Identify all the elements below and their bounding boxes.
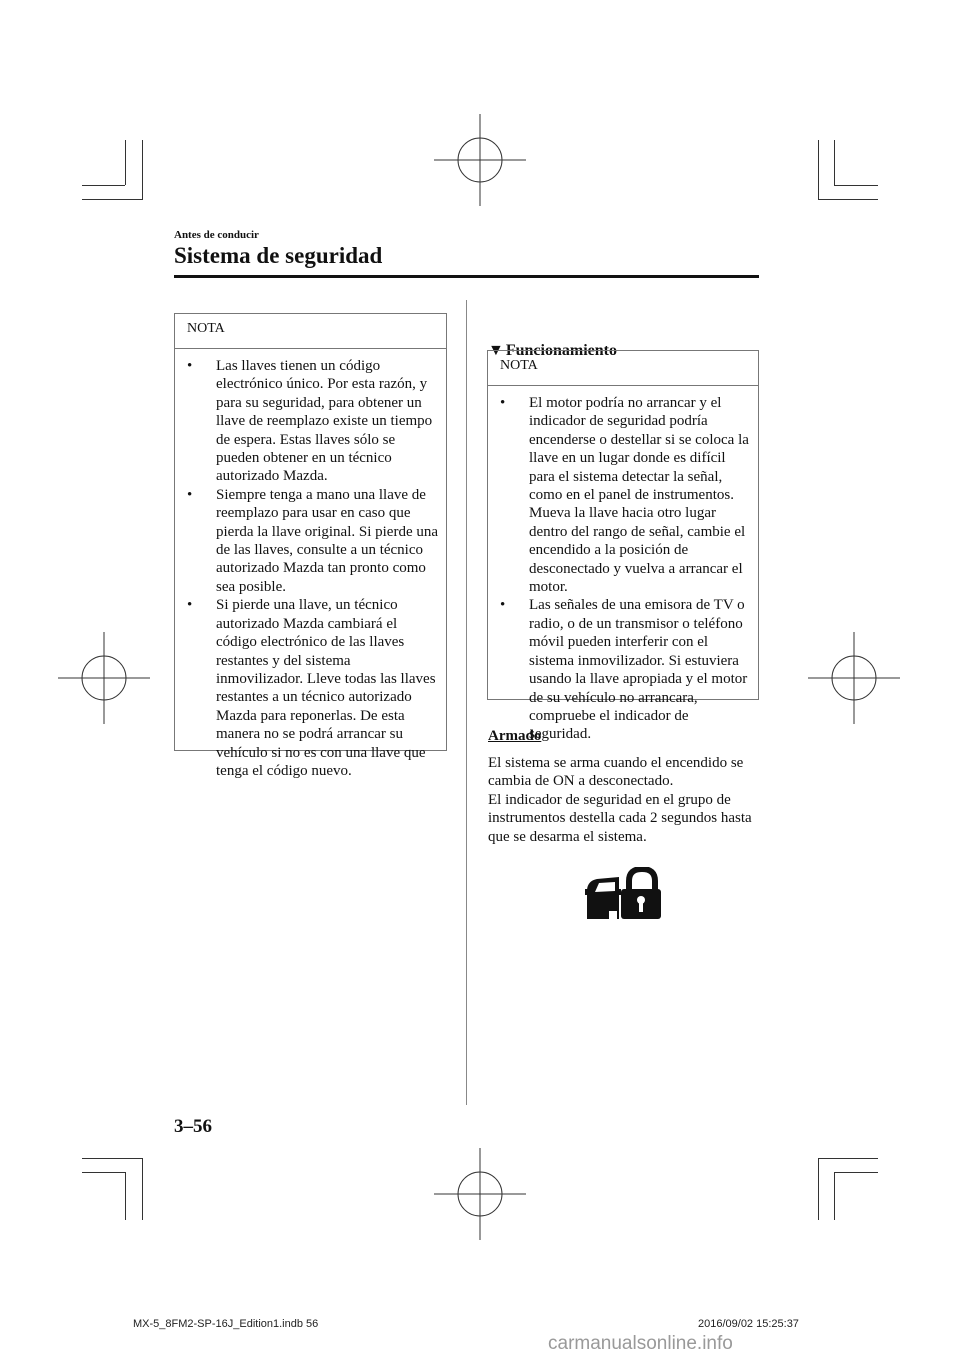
note-label: NOTA bbox=[175, 314, 446, 349]
registration-mark-bottom bbox=[434, 1148, 526, 1240]
list-item bbox=[488, 596, 752, 743]
note-item-text: Las señales de una emisora de TV o radio, o de un transmisor o teléfono móvil pueden interferir con el sistema inmovilizador. Si estuviera usando la llave apropiada y el motor de su vehículo no arrancara, compruebe el indicador de seguridad. bbox=[529, 597, 748, 743]
page-number: 3–56 bbox=[174, 1116, 212, 1137]
footer-file-info: MX-5_8FM2-SP-16J_Edition1.indb 56 bbox=[133, 1318, 319, 1330]
armado-paragraph-2: El indicador de seguridad en el grupo de instrumentos destella cada 2 segundos hasta que se desarma el sistema. bbox=[488, 791, 752, 845]
note-item-text: El motor podría no arrancar y el indicador de seguridad podría encenderse o destellar si se coloca la llave en un lugar donde es difícil para el sistema detectar la señal, como en el panel de instrumentos. Mueva la llave hacia otro lugar dentro del rango de señal, cambie el encendido a la posición de desconectado y vuelva a arrancar el motor. bbox=[529, 395, 749, 596]
page-title: Sistema de seguridad bbox=[174, 243, 383, 268]
column-divider bbox=[466, 300, 467, 1105]
funcionamiento-heading-text: Funcionamiento bbox=[505, 342, 617, 359]
triangle-down-icon: ▼ bbox=[488, 342, 504, 359]
list-item bbox=[175, 596, 440, 780]
bullet-icon: • bbox=[187, 358, 193, 374]
registration-mark-top bbox=[434, 114, 526, 206]
note-label: NOTA bbox=[488, 351, 758, 386]
bullet-icon: • bbox=[187, 486, 193, 503]
armado-body bbox=[488, 754, 763, 846]
list-item bbox=[175, 486, 440, 596]
header-rule bbox=[174, 275, 759, 278]
security-indicator-icon bbox=[585, 867, 661, 921]
watermark-link[interactable]: carmanualsonline.info bbox=[548, 1333, 733, 1354]
list-item bbox=[175, 357, 440, 486]
note-item-text: Si pierde una llave, un técnico autorizado Mazda cambiará el código electrónico de las llaves restantes y del sistema inmovilizador. Lleve todas las llaves restantes a un técnico autorizado Mazda para reponerlas. De esta manera no se podrá arrancar su vehículo si no es con una llave que tenga el código nuevo. bbox=[216, 597, 436, 779]
registration-mark-left bbox=[58, 632, 150, 724]
left-note-list bbox=[175, 349, 446, 788]
bullet-icon: • bbox=[500, 597, 506, 614]
right-note-list bbox=[488, 386, 758, 752]
armado-paragraph-1: El sistema se arma cuando el encendido se cambia de ON a desconectado. bbox=[488, 755, 744, 790]
bullet-icon: • bbox=[500, 395, 506, 411]
footer-date: 2016/09/02 15:25:37 bbox=[698, 1318, 799, 1330]
registration-mark-right bbox=[808, 632, 900, 724]
section-label: Antes de conducir bbox=[174, 229, 259, 241]
list-item bbox=[488, 394, 752, 596]
note-item-text: Siempre tenga a mano una llave de reemplazo para usar en caso que pierda la llave original. Si pierde una de las llaves, consulte a un técnico autorizado Mazda tan pronto como sea posible. bbox=[216, 486, 439, 595]
left-note-box bbox=[174, 313, 447, 779]
armado-heading: Armado bbox=[488, 728, 542, 744]
note-item-text: Las llaves tienen un código electrónico único. Por esta razón, y para su seguridad, para obtener un llave de reemplazo existe un tiempo de espera. Estas llaves sólo se pueden obtener en un técnico autorizado Mazda. bbox=[216, 358, 433, 485]
bullet-icon: • bbox=[187, 597, 193, 614]
